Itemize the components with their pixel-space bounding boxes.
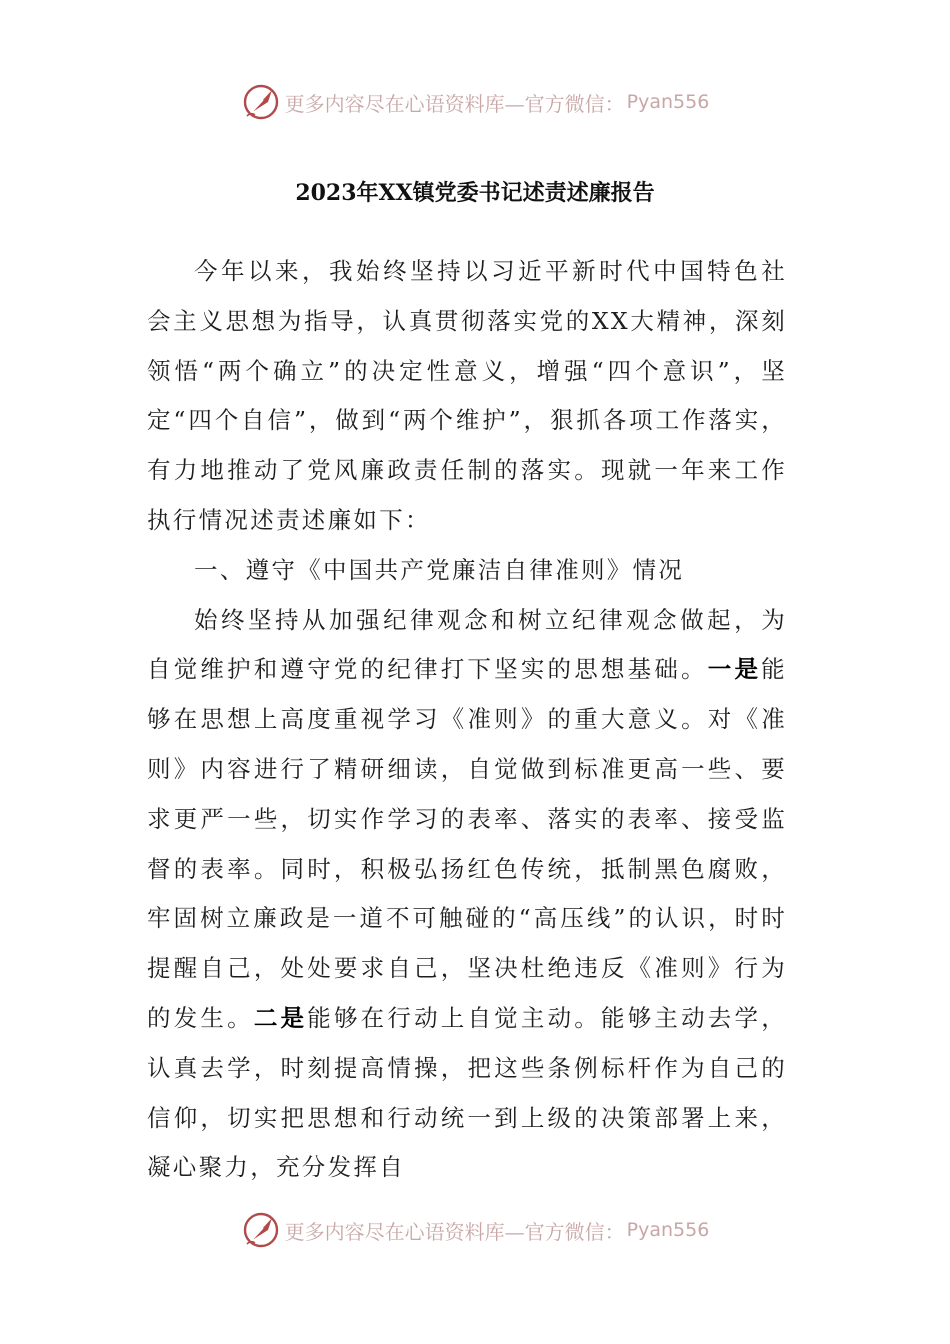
watermark-text: 更多内容尽在心语资料库—官方微信： (284, 1219, 625, 1244)
text-run: 今年以来，我始终坚持以习近平新时代中国特色社会主义思想为指导，认真贯彻落实党的XX大精神，深刻领悟“两个确立”的决定性意义，增强“四个意识”，坚定“四个自信”，做到“两个维护”，狠抓各项工作落实，有力地推动了党风廉政责任制的落实。现就一年来工作执行情况述责述廉如下： (147, 257, 787, 534)
watermark-handle: Pyan556 (626, 91, 710, 113)
document-body (147, 247, 787, 1193)
body-paragraph (147, 247, 787, 546)
watermark-banner-top (0, 80, 950, 124)
quill-logo-icon (241, 1210, 281, 1250)
text-run: 能够在行动上自觉主动。能够主动去学，认真去学，时刻提高情操，把这些条例标杆作为自己的信仰，切实把思想和行动统一到上级的决策部署上来，凝心聚力，充分发挥自 (147, 1003, 788, 1182)
text-run: 能够在思想上高度重视学习《准则》的重大意义。对《准则》内容进行了精研细读，自觉做到标准更高一些、要求更严一些，切实作学习的表率、落实的表率、接受监督的表率。同时，积极弘扬红色传统，抵制黑色腐败，牢固树立廉政是一道不可触碰的“高压线”的认识，时时提醒自己，处处要求自己，坚决杜绝违反《准则》行为的发生。 (147, 655, 787, 1032)
text-run: 一、遵守《中国共产党廉洁自律准则》情况 (194, 555, 685, 584)
watermark-handle: Pyan556 (626, 1219, 710, 1241)
watermark-banner-bottom (0, 1208, 950, 1252)
quill-logo-icon (241, 82, 281, 122)
emphasis-run: 二是 (253, 1003, 308, 1032)
watermark-text: 更多内容尽在心语资料库—官方微信： (284, 91, 625, 116)
body-paragraph (147, 546, 787, 596)
body-paragraph (147, 596, 787, 1194)
document-title: 2023年XX镇党委书记述责述廉报告 (295, 180, 655, 206)
emphasis-run: 一是 (707, 655, 762, 684)
text-run: 始终坚持从加强纪律观念和树立纪律观念做起，为自觉维护和遵守党的纪律打下坚实的思想基础。 (147, 605, 787, 684)
